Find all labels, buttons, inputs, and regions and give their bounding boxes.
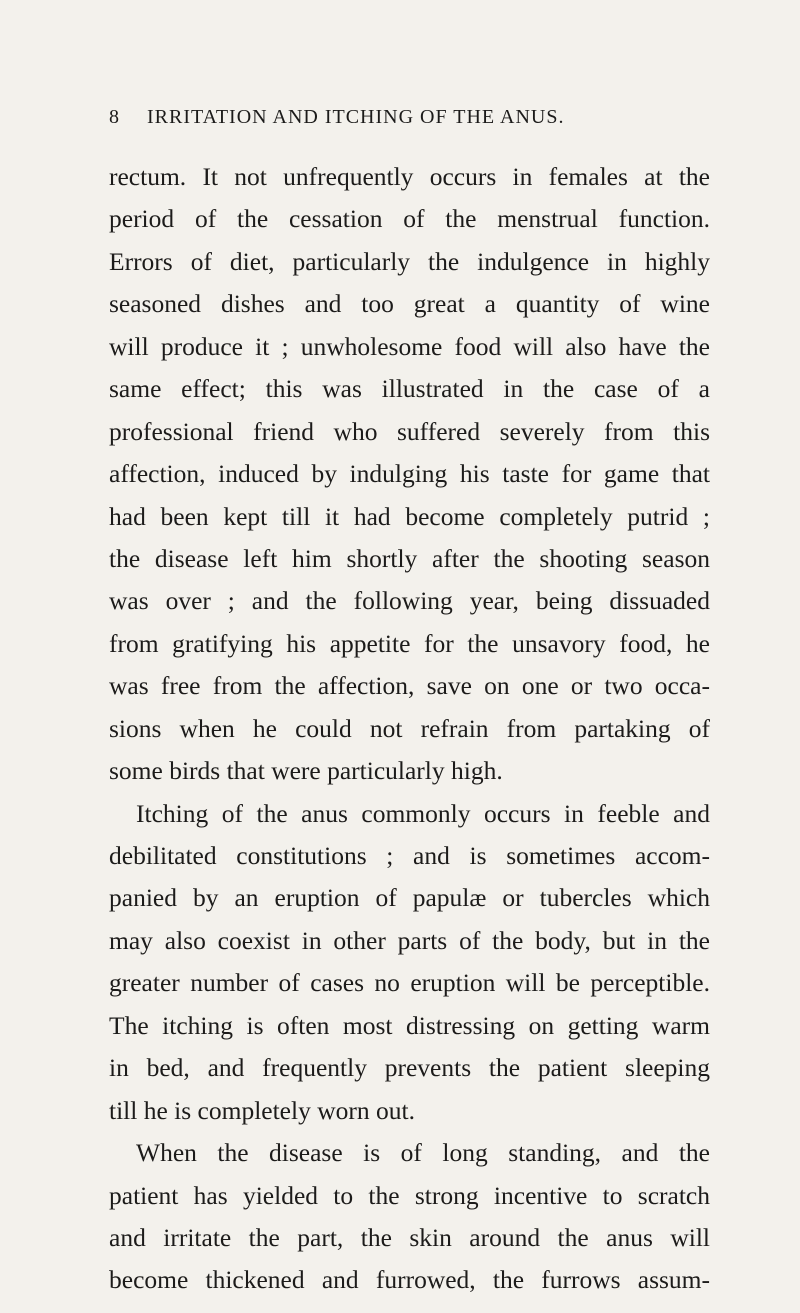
text-line: affection, induced by indulging his taste for game that — [109, 459, 710, 489]
paragraph-1 — [109, 156, 710, 793]
text-line: When the disease is of long standing, and the — [136, 1138, 710, 1168]
paragraph-3 — [109, 1132, 710, 1302]
text-line: was over ; and the following year, being dissuaded — [109, 586, 710, 616]
text-line: sions when he could not refrain from partaking of — [109, 713, 710, 743]
text-line: some birds that were particularly high. — [109, 756, 503, 786]
text-line: The itching is often most distressing on getting warm — [109, 1010, 710, 1040]
running-head — [109, 106, 728, 136]
text-line: become thickened and furrowed, the furrows assum- — [109, 1265, 710, 1295]
text-line: in bed, and frequently prevents the patient sleeping — [109, 1053, 710, 1083]
text-line: from gratifying his appetite for the unsavory food, he — [109, 628, 710, 658]
text-line: may also coexist in other parts of the body, but in the — [109, 925, 710, 955]
text-line: professional friend who suffered severely from this — [109, 416, 710, 446]
text-line: greater number of cases no eruption will be perceptible. — [109, 968, 710, 998]
text-line: debilitated constitutions ; and is sometimes accom- — [109, 841, 710, 870]
page-number: 8 — [109, 106, 120, 128]
text-line: Errors of diet, particularly the indulgence in highly — [109, 246, 710, 276]
text-line: patient has yielded to the strong incentive to scratch — [109, 1180, 710, 1210]
paragraph-2 — [109, 793, 710, 1133]
text-line: period of the cessation of the menstrual function. — [109, 204, 710, 234]
text-line: and irritate the part, the skin around the anus will — [109, 1222, 710, 1252]
text-line: was free from the affection, save on one or two occa- — [109, 671, 710, 701]
text-line: the disease left him shortly after the shooting season — [109, 543, 710, 573]
body-text — [109, 156, 710, 1302]
running-head-title: IRRITATION AND ITCHING OF THE ANUS. — [147, 106, 565, 128]
text-line: rectum. It not unfrequently occurs in females at the — [109, 162, 710, 191]
text-line: had been kept till it had become completely putrid ; — [109, 501, 710, 531]
text-line: panied by an eruption of papulæ or tubercles which — [109, 883, 710, 913]
text-line: will produce it ; unwholesome food will also have the — [109, 331, 710, 361]
text-line: same effect; this was illustrated in the case of a — [109, 374, 710, 404]
text-line: Itching of the anus commonly occurs in feeble and — [136, 798, 710, 828]
text-line: till he is completely worn out. — [109, 1095, 415, 1125]
text-line: seasoned dishes and too great a quantity of wine — [109, 289, 710, 319]
